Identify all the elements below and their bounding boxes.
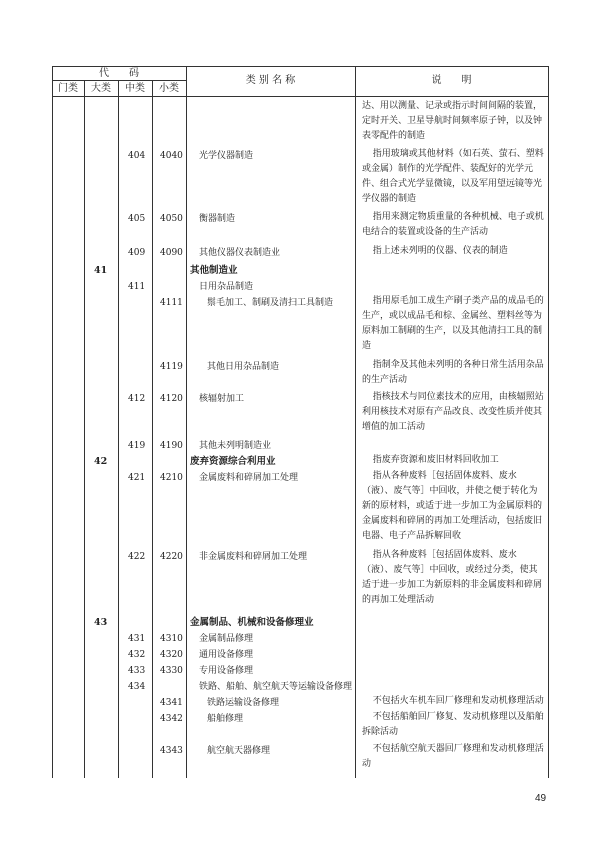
zhonglei-code: 412 (128, 394, 146, 404)
table-row-desc: 指制伞及其他未列明的各种日常生活用杂品的生产活动 (362, 360, 544, 385)
category-name: 金属废料和碎屑加工处理 (199, 473, 299, 483)
xiaolei-code: 4210 (160, 473, 183, 483)
xiaolei-code: 4330 (160, 666, 183, 676)
header-split-rule (52, 80, 186, 81)
zhonglei-code: 422 (128, 552, 146, 562)
dalei-code: 41 (94, 265, 108, 276)
category-name: 铁路运输设备修理 (207, 698, 280, 708)
category-name: 其他制造业 (190, 265, 238, 276)
table-row-desc: 达、用以测量、记录或指示时间间隔的装置，定时开关、卫星导航时间频率原子钟，以及钟表零配件的制造 (362, 101, 543, 141)
page-number: 49 (535, 793, 547, 804)
xiaolei-code: 4120 (160, 394, 183, 404)
table-row-desc: 指上述未列明的仪器、仪表的制造 (372, 246, 508, 256)
zhonglei-code: 433 (128, 666, 146, 676)
zhonglei-code: 434 (128, 682, 146, 692)
xiaolei-code: 4090 (160, 248, 183, 258)
table-top-rule (52, 66, 548, 67)
category-name: 光学仪器制造 (199, 151, 254, 161)
category-name: 铁路、船舶、航空航天等运输设备修理 (199, 682, 353, 692)
col-rule-1 (84, 80, 85, 778)
dalei-code: 43 (94, 617, 108, 628)
table-row-desc: 指废弃资源和废旧材料回收加工 (372, 455, 499, 465)
table-row-desc: 不包括航空航天器回厂修理和发动机修理活动 (362, 744, 544, 769)
header-menlei: 门类 (58, 83, 78, 94)
zhonglei-code: 419 (128, 441, 146, 451)
table-right-rule (548, 66, 549, 778)
col-rule-2 (118, 80, 119, 778)
col-rule-5 (355, 66, 356, 778)
zhonglei-code: 431 (128, 634, 146, 644)
table-row-desc: 指核技术与同位素技术的应用，由核辐照站利用核技术对原有产品改良、改变性质并使其增值的加工活动 (362, 392, 544, 432)
xiaolei-code: 4111 (160, 298, 183, 308)
xiaolei-code: 4310 (160, 634, 183, 644)
table-row-desc: 指用玻璃或其他材料（如石英、萤石、塑料或金属）制作的光学配件、装配好的光学元件、组合式光学显微镜，以及军用望远镜等光学仪器的制造 (362, 149, 544, 204)
xiaolei-code: 4050 (160, 214, 183, 224)
zhonglei-code: 409 (128, 248, 146, 258)
xiaolei-code: 4320 (160, 650, 183, 660)
category-name: 船舶修理 (207, 714, 244, 724)
header-zhonglei: 中类 (125, 83, 145, 94)
category-name: 其他日用杂品制造 (207, 362, 280, 372)
zhonglei-code: 405 (128, 214, 146, 224)
header-desc: 说 明 (431, 75, 472, 86)
xiaolei-code: 4119 (160, 362, 183, 372)
category-name: 专用设备修理 (199, 666, 254, 676)
category-name: 其他未列明制造业 (199, 441, 272, 451)
header-name: 类 别 名 称 (245, 75, 296, 86)
category-name: 通用设备修理 (199, 650, 254, 660)
col-rule-4 (186, 66, 187, 778)
xiaolei-code: 4343 (160, 746, 183, 756)
table-row-desc: 指用原毛加工成生产刷子类产品的成品毛的生产，或以成品毛和棕、金属丝、塑料丝等为原料加工制刷的生产，以及其他清扫工具的制造 (362, 296, 544, 351)
table-row-desc: 不包括船舶回厂修复、发动机修理以及船舶拆除活动 (362, 712, 544, 737)
zhonglei-code: 421 (128, 473, 146, 483)
category-name: 航空航天器修理 (207, 746, 271, 756)
xiaolei-code: 4040 (160, 151, 183, 161)
category-name: 鬃毛加工、制刷及清扫工具制造 (207, 298, 334, 308)
table-row-desc: 指从各种废料［包括固体废料、废水（液）、废气等］中回收，并使之便于转化为新的原材料，或适于进一步加工为金属原料的金属废料和碎屑的再加工处理活动，包括废旧电器、电子产品拆解回收 (362, 471, 543, 541)
category-name: 金属制品修理 (199, 634, 254, 644)
xiaolei-code: 4341 (160, 698, 183, 708)
zhonglei-code: 432 (128, 650, 146, 660)
header-code-group: 代 码 (99, 68, 139, 79)
xiaolei-code: 4342 (160, 714, 183, 724)
category-name: 核辐射加工 (199, 394, 245, 404)
category-name: 日用杂品制造 (199, 282, 254, 292)
dalei-code: 42 (94, 456, 108, 467)
category-name: 金属制品、机械和设备修理业 (190, 617, 314, 628)
category-name: 其他仪器仪表制造业 (199, 248, 281, 258)
category-name: 衡器制造 (199, 214, 236, 224)
table-row-desc: 指从各种废料［包括固体废料、废水（液）、废气等］中回收，或经过分类，使其适于进一步加工为新原料的非金属废料和碎屑的再加工处理活动 (362, 550, 543, 605)
table-left-rule (52, 66, 53, 778)
header-bottom-rule (52, 96, 548, 97)
zhonglei-code: 411 (128, 282, 146, 292)
header-xiaolei: 小类 (159, 83, 179, 94)
col-rule-3 (152, 80, 153, 778)
table-row-desc: 指用来测定物质重量的各种机械、电子或机电结合的装置或设备的生产活动 (362, 212, 544, 237)
xiaolei-code: 4220 (160, 552, 183, 562)
header-dalei: 大类 (91, 83, 111, 94)
table-row-desc: 不包括火车机车回厂修理和发动机修理活动 (372, 696, 544, 706)
zhonglei-code: 404 (128, 151, 146, 161)
category-name: 废弃资源综合利用业 (190, 456, 276, 467)
category-name: 非金属废料和碎屑加工处理 (199, 552, 308, 562)
xiaolei-code: 4190 (160, 441, 183, 451)
